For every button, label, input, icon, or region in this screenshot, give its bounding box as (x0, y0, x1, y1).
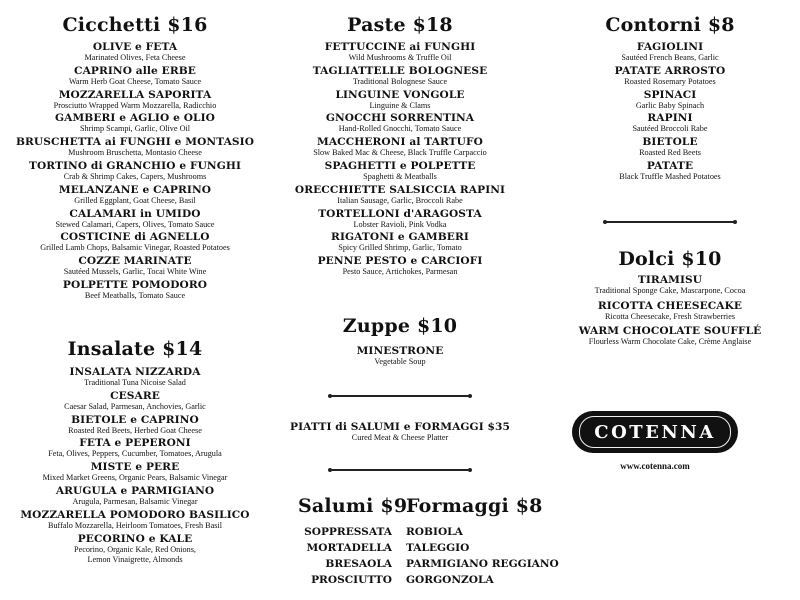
item-description: Vegetable Soup (374, 357, 426, 366)
item-description: Mixed Market Greens, Organic Pears, Balsamic Vinegar (42, 473, 228, 483)
cicchetti-item (0, 41, 270, 64)
logo-text: COTENNA (594, 421, 716, 443)
item-name: TIRAMISU (637, 274, 703, 286)
item-name: ARUGULA e PARMIGIANO (55, 484, 215, 497)
item-name: SPAGHETTI e POLPETTE (324, 159, 476, 172)
item-description: Roasted Rosemary Potatoes (624, 76, 716, 86)
item-name: BRUSCHETTA ai FUNGHI e MONTASIO (15, 136, 255, 149)
item-description: Feta, Olives, Peppers, Cucumber, Tomatoes, Arugula (48, 449, 222, 459)
item-description: Black Truffle Mashed Potatoes (619, 171, 721, 181)
item-name: TORTINO di GRANCHIO e FUNGHI (28, 159, 242, 172)
formaggi-list (406, 524, 559, 588)
insalate-section (0, 338, 270, 567)
logo-frame (579, 416, 731, 448)
item-description: Traditional Bolognese Sauce (352, 76, 448, 86)
cicchetti-item (0, 136, 270, 159)
item-name: TAGLIATTELLE BOLOGNESE (312, 64, 488, 77)
insalate-item (0, 533, 270, 566)
cicchetti-item (0, 65, 270, 88)
contorni-list (540, 41, 800, 182)
item-name: MISTE e PERE (90, 461, 180, 474)
item-name: OLIVE e FETA (92, 41, 178, 53)
item-description: Sautéed Mussels, Garlic, Tocai White Wine (63, 267, 207, 277)
item-name: CALAMARI in UMIDO (69, 207, 201, 220)
item-description: Traditional Sponge Cake, Mascarpone, Cocoa (594, 286, 746, 295)
item-name: BIETOLE (642, 136, 698, 149)
item-name: MINESTRONE (356, 345, 444, 357)
item-name: GAMBERI e AGLIO e OLIO (55, 112, 215, 125)
item-description: Spaghetti & Meatballs (363, 171, 437, 181)
cicchetti-item (0, 208, 270, 231)
item-description: Warm Herb Goat Cheese, Tomato Sauce (68, 76, 202, 86)
item-name: BIETOLE e CAPRINO (71, 413, 199, 426)
item-name: SPINACI (643, 88, 697, 101)
insalate-item (0, 390, 270, 413)
dolci-title: Dolci $10 (618, 248, 722, 270)
piatti-section (270, 421, 530, 444)
item-description: Caesar Salad, Parmesan, Anchovies, Garlic (64, 401, 206, 411)
contorni-item (540, 160, 800, 183)
item-description: Traditional Tuna Nicoise Salad (84, 378, 186, 387)
contorni-item (540, 136, 800, 159)
item-description: Ricotta Cheesecake, Fresh Strawberries (604, 311, 736, 321)
cicchetti-section (0, 14, 270, 303)
zuppe-item (270, 345, 530, 368)
paste-item (270, 65, 530, 88)
item-description: Prosciutto Wrapped Warm Mozzarella, Radicchio (53, 100, 217, 110)
divider-right (605, 218, 735, 226)
item-name: CESARE (110, 389, 160, 402)
item-name: POLPETTE POMODORO (62, 278, 208, 291)
item-name: TORTELLONI d'ARAGOSTA (318, 207, 482, 220)
item-name: ORECCHIETTE SALSICCIA RAPINI (294, 183, 506, 196)
dolci-item (540, 274, 800, 297)
item-description: Marinated Olives, Feta Cheese (84, 53, 186, 62)
item-description: Linguine & Clams (369, 100, 431, 110)
paste-item (270, 89, 530, 112)
item-description: Italian Sausage, Garlic, Broccoli Rabe (337, 195, 463, 205)
item-description: Grilled Lamb Chops, Balsamic Vinegar, Roasted Potatoes (40, 243, 230, 253)
salumi-item: PROSCIUTTO (311, 574, 392, 586)
item-name: WARM CHOCOLATE SOUFFLÉ (578, 325, 762, 337)
formaggi-item: TALEGGIO (406, 542, 470, 554)
contorni-item (540, 112, 800, 135)
dolci-section (540, 248, 800, 351)
item-description: Lobster Ravioli, Pink Vodka (353, 219, 447, 229)
item-name: MOZZARELLA POMODORO BASILICO (20, 508, 250, 521)
insalate-item (0, 437, 270, 460)
item-description: Sautéed French Beans, Garlic (621, 53, 719, 62)
paste-list (270, 41, 530, 278)
cicchetti-title: Cicchetti $16 (62, 14, 208, 36)
item-name: FETTUCCINE ai FUNGHI (324, 41, 476, 53)
item-name: CAPRINO alle ERBE (74, 64, 196, 77)
formaggi-item: ROBIOLA (406, 526, 463, 538)
piatti-name: PIATTI di SALUMI e FORMAGGI $35 (290, 421, 510, 433)
item-description-line2: Lemon Vinaigrette, Almonds (87, 555, 183, 565)
zuppe-list (270, 345, 530, 368)
cicchetti-item (0, 255, 270, 278)
divider-middle-bottom (330, 466, 470, 474)
item-name: COSTICINE di AGNELLO (60, 231, 210, 244)
salumi-item: SOPPRESSATA (304, 526, 392, 538)
contorni-item (540, 89, 800, 112)
paste-item (270, 41, 530, 64)
item-description: Beef Meatballs, Tomato Sauce (84, 290, 186, 300)
item-name: FAGIOLINI (636, 41, 704, 53)
item-name: FETA e PEPERONI (79, 437, 191, 450)
dolci-item (540, 300, 800, 323)
website-url[interactable]: www.cotenna.com (620, 461, 690, 471)
item-description: Sautéed Broccoli Rabe (632, 124, 708, 134)
item-name: LINGUINE VONGOLE (335, 88, 465, 101)
insalate-list (0, 366, 270, 566)
cicchetti-item (0, 279, 270, 302)
item-name: MOZZARELLA SAPORITA (58, 88, 212, 101)
item-description: Mushroom Bruschetta, Montasio Cheese (68, 148, 202, 158)
item-description: Pecorino, Organic Kale, Red Onions, (74, 544, 196, 554)
item-name: PENNE PESTO e CARCIOFI (317, 255, 483, 268)
insalate-title: Insalate $14 (67, 338, 203, 360)
paste-item (270, 255, 530, 278)
item-description: Shrimp Scampi, Garlic, Olive Oil (79, 124, 191, 134)
paste-item (270, 112, 530, 135)
item-description: Slow Baked Mac & Cheese, Black Truffle Carpaccio (313, 148, 487, 158)
item-description: Hand-Rolled Gnocchi, Tomato Sauce (338, 124, 462, 134)
item-name: INSALATA NIZZARDA (69, 366, 201, 378)
item-description: Arugula, Parmesan, Balsamic Vinegar (72, 496, 198, 506)
contorni-section (540, 14, 800, 184)
item-description: Crab & Shrimp Cakes, Capers, Mushrooms (63, 171, 207, 181)
insalate-item (0, 509, 270, 532)
item-description: Grilled Eggplant, Goat Cheese, Basil (74, 195, 196, 205)
cicchetti-item (0, 160, 270, 183)
formaggi-item: PARMIGIANO REGGIANO (406, 558, 559, 570)
item-name: MELANZANE e CAPRINO (58, 183, 212, 196)
insalate-item (0, 414, 270, 437)
cotenna-logo (572, 411, 738, 453)
item-name: MACCHERONI al TARTUFO (317, 136, 483, 149)
item-name: PATATE (646, 159, 694, 172)
contorni-item (540, 65, 800, 88)
insalate-item (0, 485, 270, 508)
item-name: RICOTTA CHEESECAKE (597, 299, 743, 312)
item-name: GNOCCHI SORRENTINA (325, 112, 475, 125)
item-name: RIGATONI e GAMBERI (331, 231, 469, 244)
paste-section (270, 14, 530, 279)
item-name: PATATE ARROSTO (614, 64, 726, 77)
paste-item (270, 136, 530, 159)
zuppe-title: Zuppe $10 (342, 315, 458, 337)
dolci-list (540, 274, 800, 348)
item-description: Flourless Warm Chocolate Cake, Crème Anglaise (588, 337, 752, 346)
formaggi-item: GORGONZOLA (406, 574, 494, 586)
paste-title: Paste $18 (347, 14, 453, 36)
item-name: COZZE MARINATE (78, 255, 192, 268)
item-name: RAPINI (647, 112, 693, 125)
salumi-item: BRESAOLA (325, 558, 392, 570)
contorni-title: Contorni $8 (605, 14, 735, 36)
item-description: Buffalo Mozzarella, Heirloom Tomatoes, Fresh Basil (48, 520, 222, 530)
cicchetti-item (0, 89, 270, 112)
insalate-item (0, 366, 270, 389)
cicchetti-item (0, 112, 270, 135)
item-name: PECORINO e KALE (77, 532, 193, 545)
piatti-desc: Cured Meat & Cheese Platter (351, 433, 449, 442)
item-description: Stewed Calamari, Capers, Olives, Tomato Sauce (55, 219, 215, 229)
salumi-item: MORTADELLA (306, 542, 392, 554)
paste-item (270, 231, 530, 254)
paste-item (270, 208, 530, 231)
dolci-item (540, 325, 800, 348)
paste-item (270, 184, 530, 207)
salumi-list (304, 524, 392, 588)
cicchetti-list (0, 41, 270, 301)
zuppe-section (270, 315, 530, 368)
paste-item (270, 160, 530, 183)
salumi-title: Salumi $9 (298, 495, 408, 517)
item-description: Spicy Grilled Shrimp, Garlic, Tomato (338, 243, 462, 253)
cicchetti-item (0, 231, 270, 254)
contorni-item (540, 41, 800, 64)
cicchetti-item (0, 184, 270, 207)
formaggi-title: Formaggi $8 (406, 495, 543, 517)
item-description: Pesto Sauce, Artichokes, Parmesan (342, 267, 458, 277)
item-description: Wild Mushrooms & Truffle Oil (348, 53, 452, 62)
divider-middle-top (330, 392, 470, 400)
item-description: Roasted Red Beets (639, 148, 701, 158)
insalate-item (0, 461, 270, 484)
item-description: Roasted Red Beets, Herbed Goat Cheese (68, 425, 202, 435)
item-description: Garlic Baby Spinach (635, 100, 705, 110)
